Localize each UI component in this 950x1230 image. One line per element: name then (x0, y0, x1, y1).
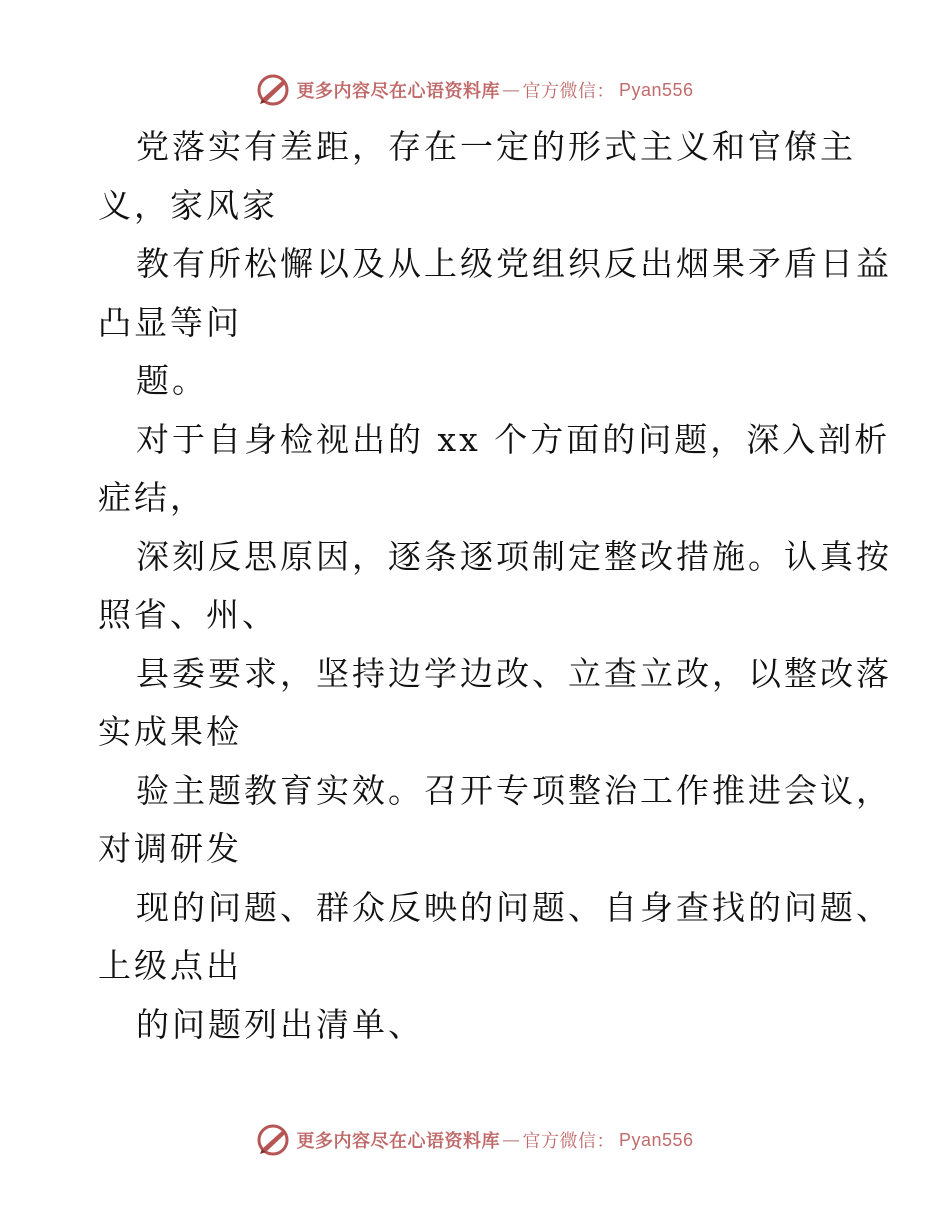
text-line: 症结， (98, 478, 206, 517)
text-line: 上级点出 (98, 946, 242, 985)
text-line: 党落实有差距，存在一定的形式主义和官僚主 (136, 127, 856, 166)
watermark-wechat-label: 官方微信： (522, 1131, 615, 1152)
logo-icon (256, 1123, 290, 1157)
watermark-separator: — (501, 79, 521, 101)
watermark-wechat-id: Pyan556 (618, 79, 694, 100)
text-line: 县委要求，坚持边学边改、立查立改，以整改落 (136, 653, 892, 693)
text-line: 验主题教育实效。召开专项整治工作推进会议， (136, 770, 892, 810)
page-header-watermark (0, 72, 950, 108)
text-line: 凸显等问 (98, 302, 242, 342)
text-line: 教有所松懈以及从上级党组织反出烟果矛盾日益 (136, 244, 892, 283)
text-line: 现的问题、群众反映的问题、自身查找的问题、 (136, 887, 892, 927)
document-body (98, 118, 892, 1054)
text-line: 义，家风家 (98, 185, 278, 225)
text-line: 实成果检 (98, 712, 242, 751)
text-line: 对于自身检视出的 xx 个方面的问题，深入剖析 (136, 419, 891, 459)
text-line: 深刻反思原因，逐条逐项制定整改措施。认真按 (136, 536, 892, 576)
watermark-separator: — (501, 1129, 521, 1151)
watermark-wechat-label: 官方微信： (522, 81, 615, 102)
logo-icon (256, 73, 290, 107)
watermark-brand: 更多内容尽在心语资料库 (296, 1131, 500, 1152)
text-line: 对调研发 (98, 829, 242, 868)
watermark-brand: 更多内容尽在心语资料库 (296, 81, 500, 102)
text-line: 题。 (136, 361, 208, 400)
text-line: 的问题列出清单、 (136, 1004, 424, 1044)
text-line: 照省、州、 (98, 595, 278, 634)
page-footer-watermark (0, 1122, 950, 1158)
watermark-wechat-id: Pyan556 (618, 1129, 694, 1150)
